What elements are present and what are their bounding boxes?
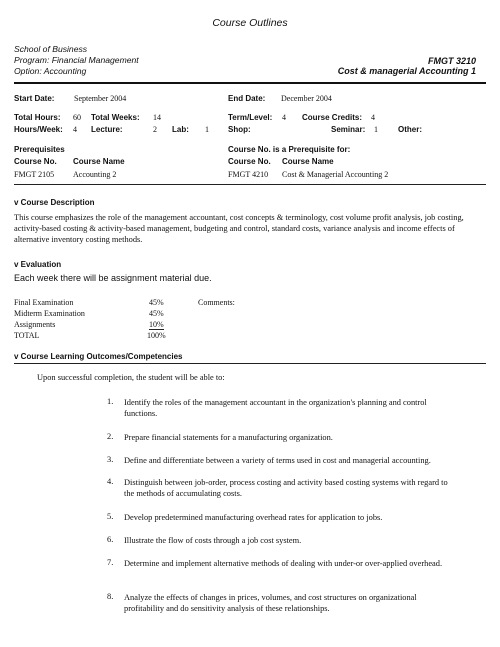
seminar-label: Seminar: [331, 125, 366, 134]
outcome-text: Identify the roles of the management accountant in the organization's planning and control functions. [124, 398, 427, 418]
course-title: Cost & managerial Accounting 1 [337, 66, 476, 76]
course-code: FMGT 3210 [427, 56, 476, 66]
total-hours-label: Total Hours: [14, 113, 61, 122]
outcome-number: 4. [107, 477, 114, 486]
evaluation-heading: v Evaluation [14, 260, 62, 269]
outcome-number: 8. [107, 592, 114, 601]
outcome-text: Define and differentiate between a variety of terms used in cost and managerial accounting. [124, 456, 431, 465]
outcomes-divider [14, 363, 486, 364]
eval-item-name: Assignments [14, 320, 56, 329]
description-text: This course emphasizes the role of the management accountant, cost concepts & terminology, cost volume profit analysis, job costing, activity-based costing & activity-based management, budgeting and control, standard costs, variance analysis and income effects of alternative inventory costing methods. [14, 213, 464, 244]
outcome-text: Distinguish between job-order, process costing and activity based costing systems with regard to the methods of accumulating costs. [124, 478, 448, 498]
outcome-number: 1. [107, 397, 114, 406]
comments-label: Comments: [198, 298, 235, 307]
prereq-for-course-name: Cost & Managerial Accounting 2 [282, 170, 389, 179]
prereq-for-heading: Course No. is a Prerequisite for: [228, 145, 351, 154]
prereq-for-col-no: Course No. [228, 157, 271, 166]
page-title: Course Outlines [212, 17, 288, 29]
eval-item-pct: 10% [149, 320, 164, 329]
course-credits-label: Course Credits: [302, 113, 363, 122]
outcome-text: Prepare financial statements for a manufacturing organization. [124, 433, 333, 442]
start-date-label: Start Date: [14, 94, 55, 103]
total-weeks-value: 14 [153, 113, 161, 122]
outcome-text: Develop predetermined manufacturing overhead rates for application to jobs. [124, 513, 383, 522]
lab-label: Lab: [172, 125, 189, 134]
outcome-text: Determine and implement alternative methods of dealing with under-or over-applied overhead. [124, 559, 443, 568]
prereq-course-name: Accounting 2 [73, 170, 117, 179]
option-name: Option: Accounting [14, 66, 87, 76]
total-hours-value: 60 [73, 113, 81, 122]
prerequisites-heading: Prerequisites [14, 145, 65, 154]
lecture-value: 2 [153, 125, 157, 134]
other-label: Other: [398, 125, 422, 134]
outcomes-heading: v Course Learning Outcomes/Competencies [14, 352, 183, 361]
prereq-course-no: FMGT 2105 [14, 170, 55, 179]
seminar-value: 1 [374, 125, 378, 134]
end-date-label: End Date: [228, 94, 266, 103]
lab-value: 1 [205, 125, 209, 134]
prereq-divider [14, 184, 486, 185]
program-name: Program: Financial Management [14, 55, 139, 65]
evaluation-note: Each week there will be assignment material due. [14, 273, 212, 283]
outcome-number: 6. [107, 535, 114, 544]
outcome-number: 5. [107, 512, 114, 521]
outcome-number: 7. [107, 558, 114, 567]
eval-total-pct: 100% [147, 331, 166, 340]
eval-item-name: Midterm Examination [14, 309, 85, 318]
eval-item-name: Final Examination [14, 298, 74, 307]
outcome-text: Analyze the effects of changes in prices, volumes, and cost structures on organizational profitability and do sensitivity analysis of these relationships. [124, 593, 417, 613]
header-divider [14, 82, 486, 84]
total-weeks-label: Total Weeks: [91, 113, 140, 122]
outcome-text: Illustrate the flow of costs through a job cost system. [124, 536, 302, 545]
prereq-for-course-no: FMGT 4210 [228, 170, 269, 179]
lecture-label: Lecture: [91, 125, 123, 134]
eval-item-pct: 45% [149, 298, 164, 307]
course-credits-value: 4 [371, 113, 375, 122]
outcome-number: 3. [107, 455, 114, 464]
description-heading: v Course Description [14, 198, 95, 207]
hours-week-label: Hours/Week: [14, 125, 63, 134]
school-name: School of Business [14, 44, 88, 54]
outcome-number: 2. [107, 432, 114, 441]
prereq-for-col-name: Course Name [282, 157, 334, 166]
eval-item-pct: 45% [149, 309, 164, 318]
term-level-label: Term/Level: [228, 113, 273, 122]
hours-week-value: 4 [73, 125, 77, 134]
prereq-col-name: Course Name [73, 157, 125, 166]
outcomes-intro: Upon successful completion, the student will be able to: [37, 373, 225, 382]
start-date-value: September 2004 [74, 94, 127, 103]
prereq-col-no: Course No. [14, 157, 57, 166]
term-level-value: 4 [282, 113, 286, 122]
end-date-value: December 2004 [281, 94, 332, 103]
eval-total-name: TOTAL [14, 331, 40, 340]
shop-label: Shop: [228, 125, 251, 134]
